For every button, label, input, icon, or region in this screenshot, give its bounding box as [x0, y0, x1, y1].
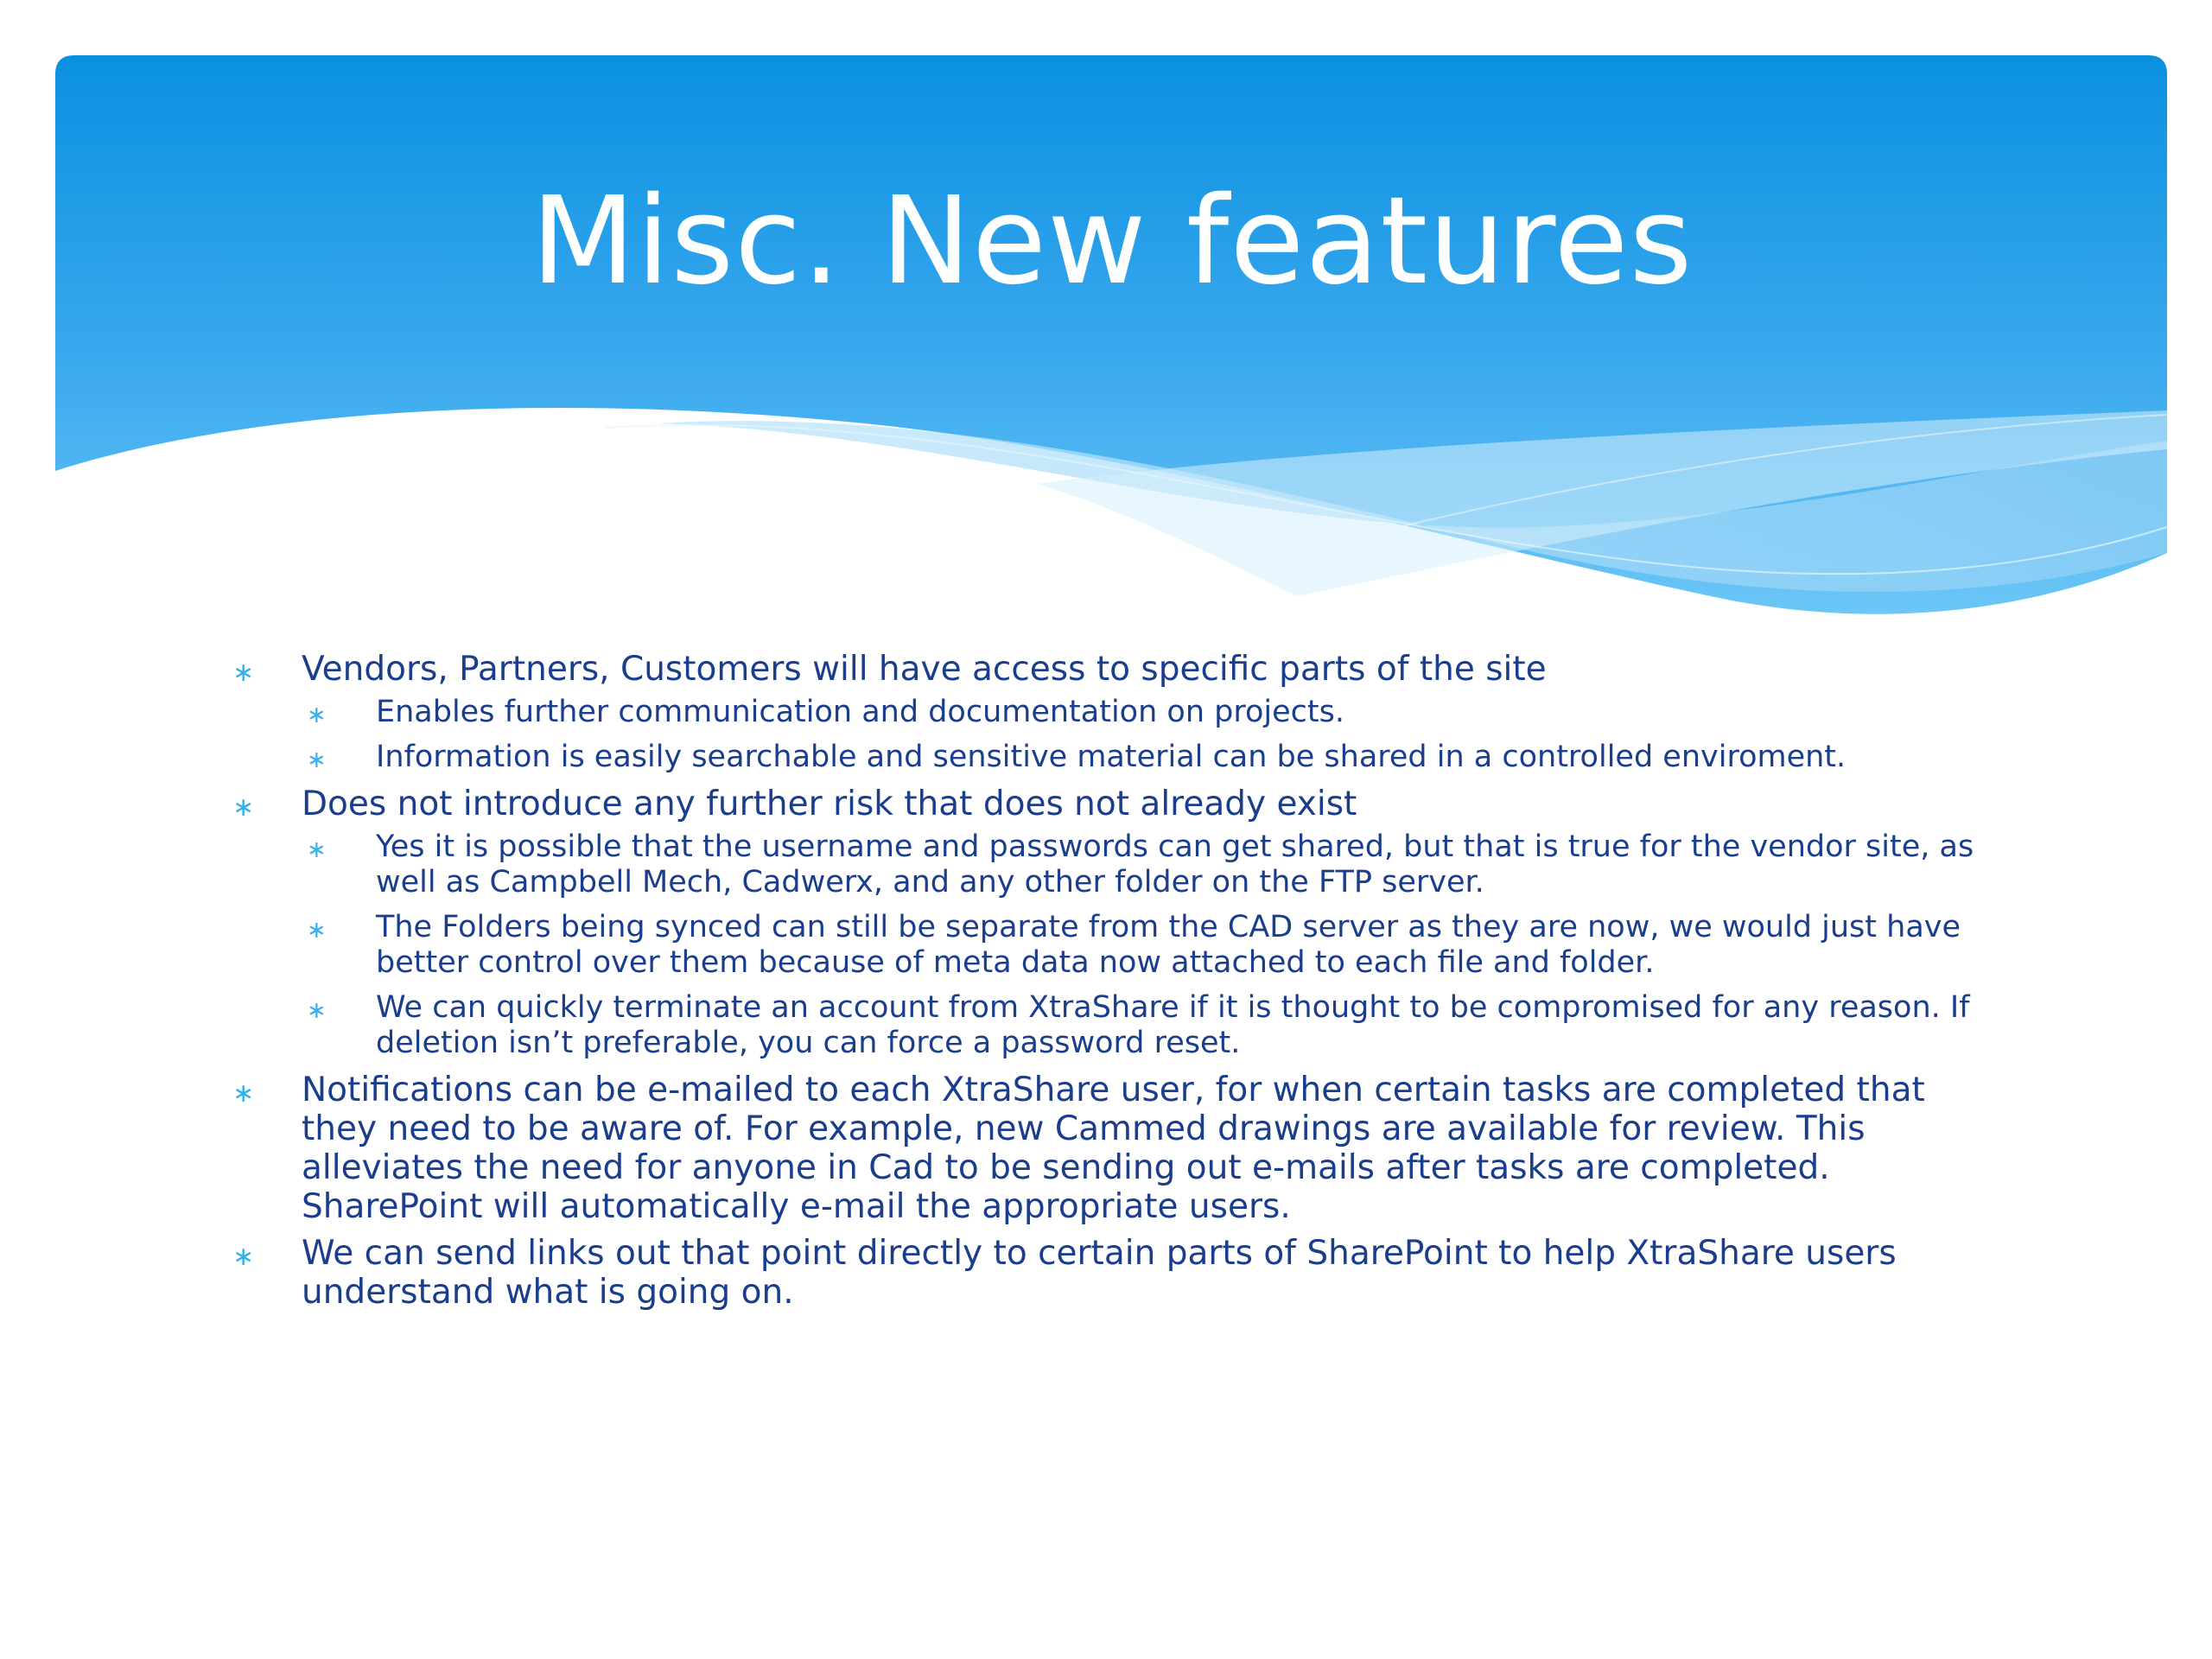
asterisk-bullet-icon: ∗ — [232, 1242, 255, 1272]
asterisk-bullet-icon: ∗ — [307, 997, 327, 1024]
asterisk-bullet-icon: ∗ — [307, 836, 327, 863]
list-item — [229, 740, 2000, 775]
asterisk-bullet-icon: ∗ — [232, 1078, 255, 1109]
list-item — [229, 650, 2000, 689]
list-item-text: We can send links out that point directly to certain parts of SharePoint to help XtraShare users understand what is going on. — [302, 1234, 1897, 1312]
list-item-text: Notifications can be e-mailed to each XtraShare user, for when certain tasks are completed that they need to be aware of. For example, new Cammed drawings are available for review. This alleviates the need for anyone in Cad to be sending out e-mails after tasks are completed. SharePoint will automatically e-mail the appropriate users. — [302, 1071, 1925, 1226]
header-wave-banner — [0, 0, 2212, 657]
list-item — [229, 910, 2000, 981]
list-item-text: Does not introduce any further risk that does not already exist — [302, 785, 1357, 823]
asterisk-bullet-icon: ∗ — [232, 792, 255, 823]
asterisk-bullet-icon: ∗ — [307, 702, 327, 728]
list-item — [229, 785, 2000, 823]
list-item — [229, 695, 2000, 730]
list-item-text: The Folders being synced can still be separate from the CAD server as they are now, we would just have better control over them because of meta data now attached to each file and folder. — [376, 910, 1961, 980]
list-item — [229, 1234, 2000, 1312]
list-item-text: Vendors, Partners, Customers will have access to specific parts of the site — [302, 650, 1547, 689]
asterisk-bullet-icon: ∗ — [232, 658, 255, 688]
bullet-list — [229, 650, 2000, 1319]
asterisk-bullet-icon: ∗ — [307, 917, 327, 944]
list-item-text: Information is easily searchable and sensitive material can be shared in a controlled enviroment. — [376, 740, 1847, 774]
list-item — [229, 1071, 2000, 1226]
slide-title: Misc. New features — [531, 171, 1694, 312]
asterisk-bullet-icon: ∗ — [307, 747, 327, 773]
list-item-text: We can quickly terminate an account from XtraShare if it is thought to be compromised for any reason. If deletion isn’t preferable, you can force a password reset. — [376, 990, 1970, 1060]
list-item-text: Enables further communication and documentation on projects. — [376, 695, 1344, 729]
list-item — [229, 830, 2000, 900]
list-item-text: Yes it is possible that the username and passwords can get shared, but that is true for the vendor site, as well as Campbell Mech, Cadwerx, and any other folder on the FTP server. — [376, 830, 1974, 899]
list-item — [229, 990, 2000, 1061]
